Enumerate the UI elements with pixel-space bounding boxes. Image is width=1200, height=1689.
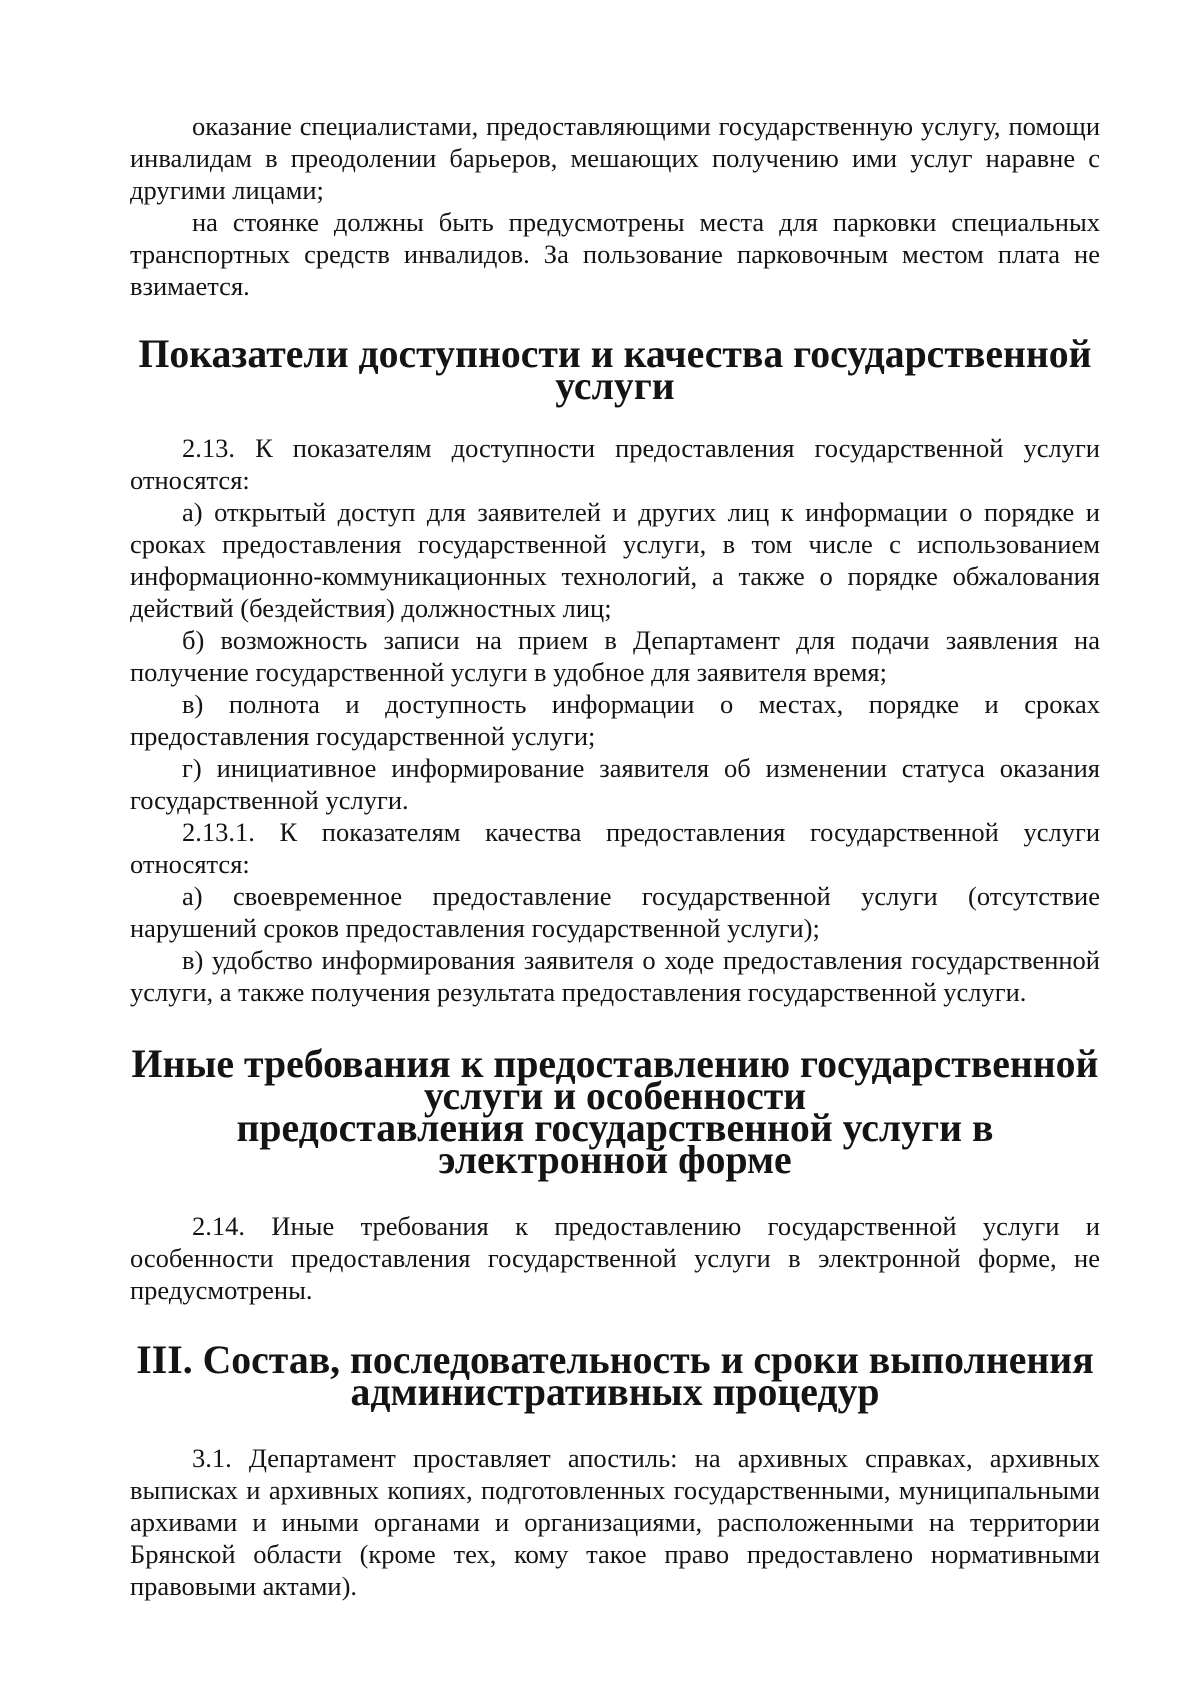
paragraph-2-13-1: 2.13.1. К показателям качества предоставления государственной услуги относятся: — [130, 817, 1100, 879]
document-page — [130, 110, 1100, 1602]
paragraph-2-14: 2.14. Иные требования к предоставлению государственной услуги и особенности предоставления государственной услуги в электронной форме, не предусмотрены. — [130, 1211, 1100, 1305]
heading-section-iii — [130, 1338, 1100, 1414]
paragraph-2-13-1-a: а) своевременное предоставление государственной услуги (отсутствие нарушений сроков предоставления государственной услуги); — [130, 881, 1100, 943]
heading-other-requirements-line2: предоставления государственной услуги в электронной форме — [236, 1106, 994, 1182]
heading-other-requirements — [130, 1042, 1100, 1182]
paragraph-2-13-g: г) инициативное информирование заявителя об изменении статуса оказания государственной услуги. — [130, 753, 1100, 815]
paragraph-assistance: оказание специалистами, предоставляющими государственную услугу, помощи инвалидам в преодолении барьеров, мешающих получению ими услуг наравне с другими лицами; — [130, 111, 1100, 205]
paragraph-2-13: 2.13. К показателям доступности предоставления государственной услуги относятся: — [130, 433, 1100, 495]
paragraph-2-13-a: а) открытый доступ для заявителей и других лиц к информации о порядке и сроках предоставления государственной услуги, в том числе с использованием информационно-коммуникационных технологий, а также о порядке обжалования действий (бездействия) должностных лиц; — [130, 497, 1100, 623]
paragraph-2-13-v: в) полнота и доступность информации о местах, порядке и сроках предоставления государственной услуги; — [130, 689, 1100, 751]
heading-other-requirements-line1: Иные требования к предоставлению государственной услуги и особенности — [131, 1042, 1099, 1118]
heading-section-iii-line1: III. Состав, последовательность и сроки выполнения — [136, 1338, 1094, 1382]
paragraph-2-13-b: б) возможность записи на прием в Департамент для подачи заявления на получение государственной услуги в удобное для заявителя время; — [130, 625, 1100, 687]
paragraph-2-13-1-v: в) удобство информирования заявителя о ходе предоставления государственной услуги, а также получения результата предоставления государственной услуги. — [130, 945, 1100, 1007]
paragraph-parking: на стоянке должны быть предусмотрены места для парковки специальных транспортных средств инвалидов. За пользование парковочным местом плата не взимается. — [130, 207, 1100, 301]
paragraph-3-1: 3.1. Департамент проставляет апостиль: на архивных справках, архивных выписках и архивных копиях, подготовленных государственными, муниципальными архивами и иными органами и организациями, расположенными на территории Брянской области (кроме тех, кому такое право предоставлено нормативными правовыми актами). — [130, 1443, 1100, 1601]
heading-section-iii-line2: административных процедур — [350, 1370, 880, 1414]
heading-accessibility-quality: Показатели доступности и качества государственной услуги — [138, 332, 1092, 408]
